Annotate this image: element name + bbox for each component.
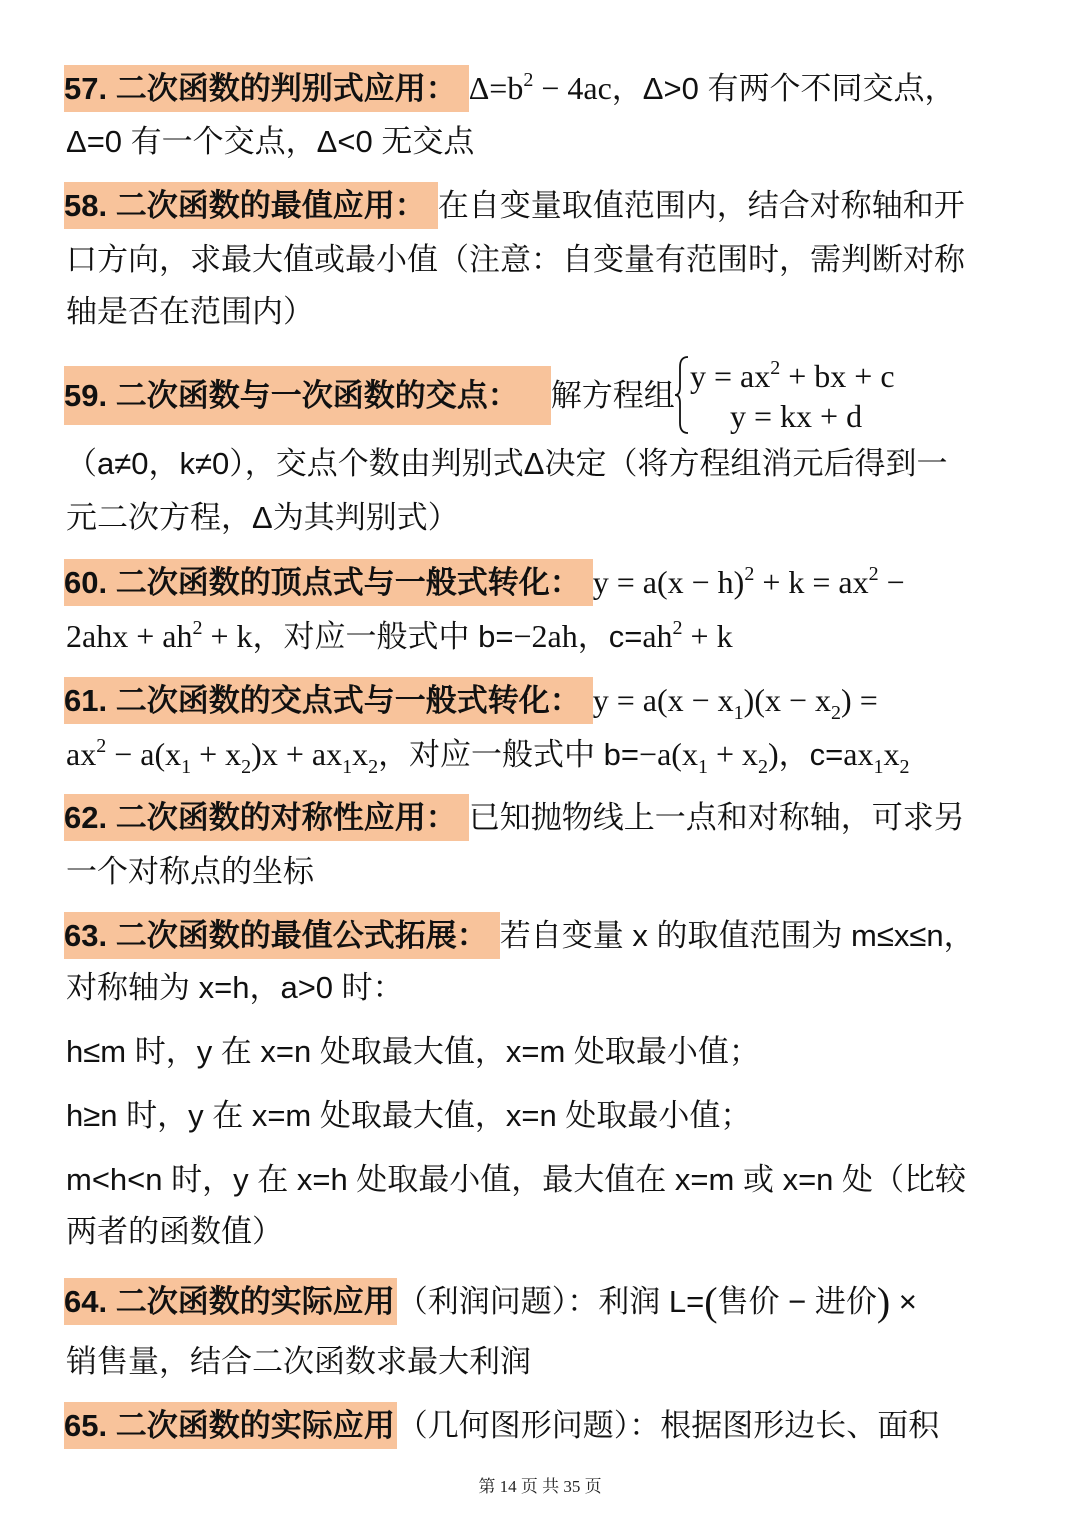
formula: x <box>352 736 369 772</box>
formula: + bx + c <box>780 358 895 394</box>
subscript: 2 <box>241 756 252 778</box>
text: ，c= <box>577 619 643 654</box>
formula: y = ax <box>690 358 771 394</box>
formula: −a(x <box>639 736 698 772</box>
subscript: 2 <box>831 702 842 724</box>
item-64-line-2: 销售量，结合二次函数求最大利润 <box>66 1344 531 1379</box>
formula: ax <box>66 736 97 772</box>
item-58-line-2: 口方向，求最大值或最小值（注意：自变量有范围时，需判断对称 <box>66 242 965 277</box>
item-59-line-3: 元二次方程，Δ为其判别式） <box>66 500 459 535</box>
formula: ) <box>767 736 779 772</box>
formula: ax <box>843 736 874 772</box>
item-65-heading: 65. 二次函数的实际应用 <box>64 1402 397 1449</box>
text: ，对应一般式中 b= <box>252 619 514 654</box>
item-61-line-2 <box>66 734 1040 778</box>
item-63-line-1 <box>66 916 1040 956</box>
formula: ( <box>704 1279 718 1324</box>
formula: )x + ax <box>251 736 343 772</box>
formula: ) = <box>841 682 878 718</box>
left-brace-icon <box>674 355 690 435</box>
text: 在自变量取值范围内，结合对称轴和开 <box>437 188 965 223</box>
subscript: 1 <box>342 756 353 778</box>
item-57-line-2: Δ=0 有一个交点，Δ<0 无交点 <box>66 124 475 159</box>
item-64-heading: 64. 二次函数的实际应用 <box>64 1278 397 1325</box>
formula: Δ=b <box>468 70 524 106</box>
subscript: 2 <box>899 756 910 778</box>
subscript: 2 <box>368 756 379 778</box>
item-62-heading: 62. 二次函数的对称性应用： <box>64 794 469 841</box>
item-63-line-5: m<h<n 时，y 在 x=h 处取最小值，最大值在 x=m 或 x=n 处（比较 <box>66 1162 967 1197</box>
formula: ah <box>642 618 673 654</box>
item-63-line-2: 对称轴为 x=h，a>0 时： <box>66 970 404 1005</box>
text: × <box>890 1284 917 1319</box>
item-58-line-1 <box>66 186 1040 226</box>
text: 若自变量 x 的取值范围为 m≤x≤n， <box>499 918 975 953</box>
item-58-line-3: 轴是否在范围内） <box>66 294 314 329</box>
item-63-line-3: h≤m 时，y 在 x=n 处取最大值，x=m 处取最小值； <box>66 1034 760 1069</box>
formula: −2ah <box>513 618 578 654</box>
item-59-line-2: （a≠0，k≠0），交点个数由判别式Δ决定（将方程组消元后得到一 <box>66 446 948 481</box>
text: 解方程组 <box>550 378 675 413</box>
page-footer: 第 14 页 共 35 页 <box>478 1477 602 1496</box>
item-64-line-1 <box>64 1279 1040 1324</box>
text: ，c= <box>778 737 844 772</box>
formula: y = a(x − h) <box>592 564 745 600</box>
superscript: 2 <box>770 357 781 379</box>
superscript: 2 <box>744 563 755 585</box>
item-60-line-1 <box>66 562 1040 603</box>
item-57-heading: 57. 二次函数的判别式应用： <box>64 65 469 112</box>
item-63-line-4: h≥n 时，y 在 x=m 处取最大值，x=n 处取最小值； <box>66 1098 752 1133</box>
formula: − a(x <box>106 736 182 772</box>
superscript: 2 <box>192 617 203 639</box>
text: （利润问题）：利润 L= <box>396 1284 705 1319</box>
item-63-line-6: 两者的函数值） <box>66 1214 283 1249</box>
item-61-heading: 61. 二次函数的交点式与一般式转化： <box>64 677 593 724</box>
superscript: 2 <box>868 563 879 585</box>
formula: + k <box>682 618 733 654</box>
text: 已知抛物线上一点和对称轴，可求另 <box>468 800 965 835</box>
text: 售价 − 进价 <box>717 1284 877 1319</box>
equation-2: y = kx + d <box>730 398 863 434</box>
text: ，Δ>0 有两个不同交点， <box>611 71 956 106</box>
equation-1 <box>690 356 895 396</box>
formula: ) <box>876 1279 891 1324</box>
subscript: 1 <box>873 756 884 778</box>
item-65-line-1 <box>66 1406 1040 1446</box>
superscript: 2 <box>523 69 534 91</box>
formula: x <box>883 736 900 772</box>
item-58-heading: 58. 二次函数的最值应用： <box>64 182 438 229</box>
item-59-heading: 59. 二次函数与一次函数的交点： <box>64 366 551 425</box>
formula: )(x − x <box>743 682 832 718</box>
formula: + x <box>707 736 758 772</box>
item-63-heading: 63. 二次函数的最值公式拓展： <box>64 912 500 959</box>
item-57-line-1 <box>66 68 1040 109</box>
formula: + x <box>191 736 242 772</box>
item-60-line-2 <box>66 616 1040 657</box>
formula: + k <box>202 618 253 654</box>
subscript: 2 <box>757 756 768 778</box>
item-62-line-1 <box>66 798 1040 838</box>
item-60-heading: 60. 二次函数的顶点式与一般式转化： <box>64 559 593 606</box>
text: （几何图形问题）：根据图形边长、面积 <box>396 1408 940 1443</box>
formula: y = a(x − x <box>592 682 734 718</box>
formula: + k = ax <box>754 564 869 600</box>
subscript: 1 <box>733 702 744 724</box>
subscript: 1 <box>697 756 708 778</box>
item-61-line-1 <box>64 680 1040 724</box>
formula: 2ahx + ah <box>66 618 193 654</box>
text: ，对应一般式中 b= <box>378 737 640 772</box>
subscript: 1 <box>181 756 192 778</box>
formula: − 4ac <box>533 70 612 106</box>
item-62-line-2: 一个对称点的坐标 <box>66 854 314 889</box>
formula: − <box>878 564 905 600</box>
superscript: 2 <box>96 735 107 757</box>
superscript: 2 <box>672 617 683 639</box>
